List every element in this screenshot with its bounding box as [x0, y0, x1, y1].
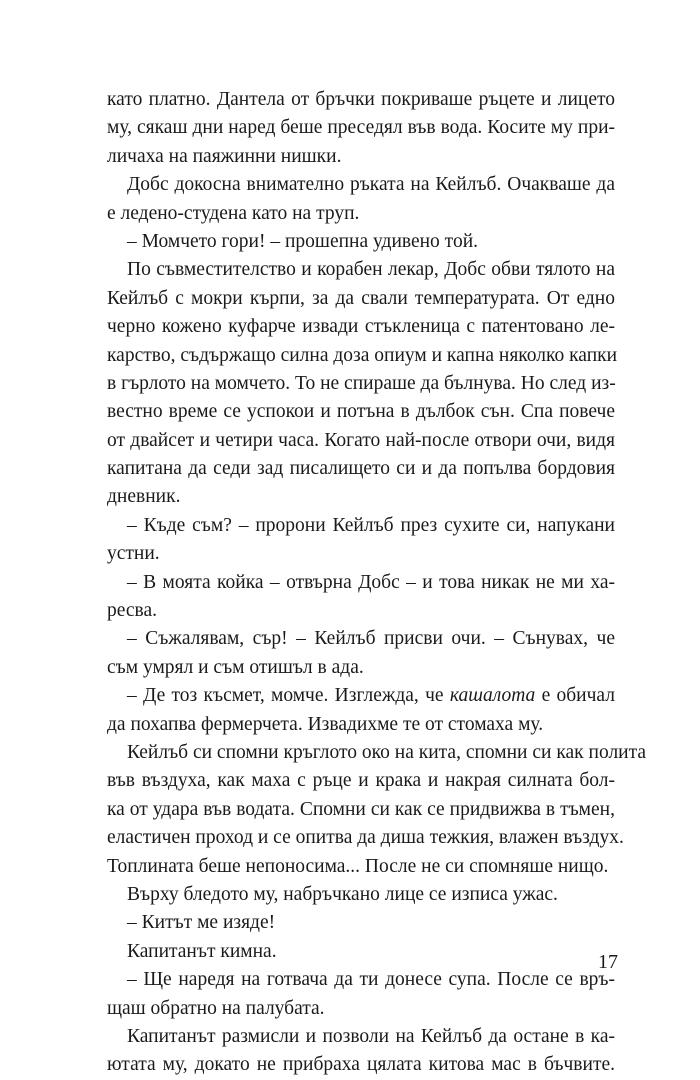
text-line: вестно време се успокои и потъна в дълбок сън. Спа повече: [107, 401, 615, 423]
text-line: във въздуха, как маха с ръце и крака и накрая силната бол-: [107, 770, 615, 792]
text-line: е ледено-студена като на труп.: [107, 202, 360, 224]
page-number: 17: [598, 951, 618, 973]
italic-word: кашалота: [449, 685, 536, 707]
text-line: от двайсет и четири часа. Когато най-после отвори очи, видя: [107, 429, 615, 451]
text-segment: е обичал: [535, 685, 615, 707]
text-line: ка от удара във водата. Спомни си как се придвижва в тъмен,: [107, 798, 615, 820]
text-line: – Ще наредя на готвача да ти донесе супа. После се връ-: [127, 969, 615, 991]
text-line: Капитанът кимна.: [127, 940, 277, 962]
text-line: като платно. Дантела от бръчки покриваше ръцете и лицето: [107, 89, 615, 110]
text-line: – Къде съм? – пророни Кейлъб през сухите си, напукани: [127, 514, 615, 536]
text-line: – В моята койка – отвърна Добс – и това никак не ми ха-: [127, 571, 615, 593]
text-line: – Съжалявам, сър! – Кейлъб присви очи. – Сънувах, че: [127, 628, 615, 650]
text-line: [107, 682, 615, 710]
body-text: [107, 86, 647, 1080]
text-line: черно кожено куфарче извади стъкленица с патентовано ле-: [107, 316, 615, 338]
text-line: щаш обратно на палубата.: [107, 997, 325, 1019]
text-line: в гърлото на момчето. То не спираше да бълнува. Но след из-: [107, 372, 616, 394]
text-line: Капитанът размисли и позволи на Кейлъб да остане в ка-: [127, 1025, 615, 1047]
text-line: еластичен проход и се опитва да диша тежкия, влажен въздух.: [107, 827, 624, 849]
text-line: – Китът ме изяде!: [127, 912, 276, 934]
text-line: личаха на паяжинни нишки.: [107, 145, 342, 167]
text-line: По съвместителство и корабен лекар, Добс обви тялото на: [127, 259, 615, 281]
text-segment: – Де тоз късмет, момче. Изглежда, че: [127, 685, 450, 707]
text-line: устни.: [107, 543, 160, 565]
text-line: да похапва фермерчета. Извадихме те от стомаха му.: [107, 713, 544, 735]
text-line: Добс докосна внимателно ръката на Кейлъб. Очакваше да: [127, 174, 615, 196]
text-line: ютата му, докато не прибраха цялата китова мас в бъчвите.: [107, 1054, 615, 1076]
text-line: капитана да седи зад писалището си и да попълва бордовия: [107, 458, 615, 480]
text-line: му, сякаш дни наред беше преседял във вода. Косите му при-: [107, 117, 615, 139]
text-line: ресва.: [107, 600, 158, 622]
text-line: Топлината беше непоносима... После не си спомняше нищо.: [107, 855, 609, 877]
text-line: дневник.: [107, 486, 181, 508]
text-line: съм умрял и съм отишъл в ада.: [107, 656, 364, 678]
text-line: Кейлъб си спомни кръглото око на кита, спомни си как полита: [127, 741, 647, 763]
text-line: Върху бледото му, набръчкано лице се изписа ужас.: [127, 883, 558, 905]
text-line: Кейлъб с мокри кърпи, за да свали температурата. От едно: [107, 287, 615, 309]
text-line: – Момчето гори! – прошепна удивено той.: [127, 230, 479, 252]
text-line: карство, съдържащо силна доза опиум и капна няколко капки: [107, 344, 618, 366]
